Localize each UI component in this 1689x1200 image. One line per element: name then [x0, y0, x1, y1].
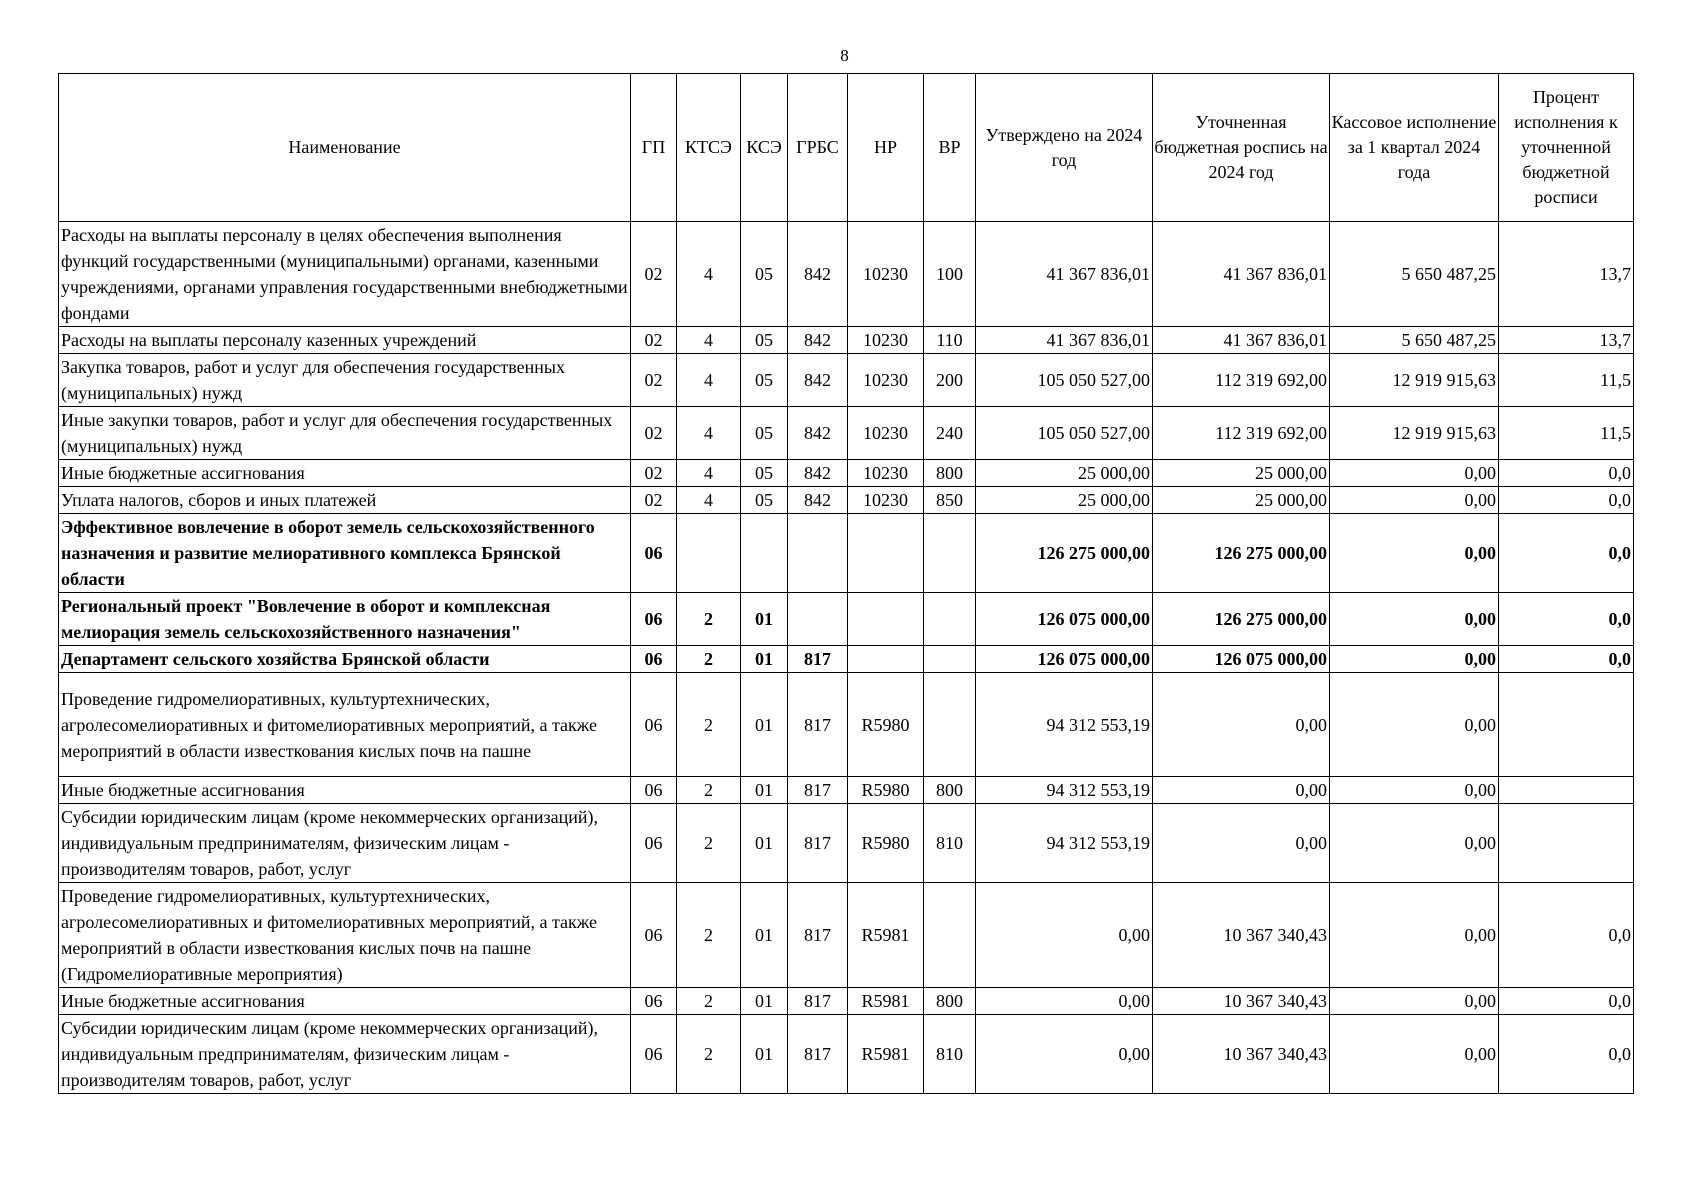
cell-refined: 41 367 836,01 [1153, 222, 1330, 327]
cell-percent [1499, 673, 1634, 777]
cell-approved: 0,00 [976, 988, 1153, 1015]
cell-vr: 200 [924, 354, 976, 407]
cell-approved: 126 275 000,00 [976, 514, 1153, 593]
cell-ktse: 2 [677, 988, 741, 1015]
cell-name: Иные бюджетные ассигнования [59, 777, 631, 804]
cell-gp: 02 [631, 460, 677, 487]
cell-grbs: 817 [788, 1015, 848, 1094]
header-gp: ГП [631, 74, 677, 222]
cell-ktse: 4 [677, 327, 741, 354]
cell-gp: 06 [631, 593, 677, 646]
cell-gp: 02 [631, 487, 677, 514]
cell-vr: 810 [924, 804, 976, 883]
cell-vr: 800 [924, 777, 976, 804]
cell-kse: 05 [741, 407, 788, 460]
cell-approved: 41 367 836,01 [976, 327, 1153, 354]
cell-nr: 10230 [848, 354, 924, 407]
cell-name: Субсидии юридическим лицам (кроме некоммерческих организаций), индивидуальным предпринимателям, физическим лицам - производителям товаров, работ, услуг [59, 1015, 631, 1094]
cell-kse: 05 [741, 222, 788, 327]
cell-kse: 01 [741, 1015, 788, 1094]
cell-executed: 0,00 [1330, 804, 1499, 883]
cell-ktse: 2 [677, 646, 741, 673]
cell-grbs: 817 [788, 988, 848, 1015]
cell-refined: 10 367 340,43 [1153, 1015, 1330, 1094]
cell-gp: 06 [631, 514, 677, 593]
cell-executed: 0,00 [1330, 673, 1499, 777]
cell-kse: 01 [741, 988, 788, 1015]
cell-refined: 0,00 [1153, 777, 1330, 804]
cell-name: Закупка товаров, работ и услуг для обеспечения государственных (муниципальных) нужд [59, 354, 631, 407]
cell-grbs: 842 [788, 222, 848, 327]
cell-grbs: 817 [788, 883, 848, 988]
cell-percent: 0,0 [1499, 460, 1634, 487]
cell-nr: 10230 [848, 407, 924, 460]
cell-percent: 0,0 [1499, 593, 1634, 646]
cell-percent: 11,5 [1499, 354, 1634, 407]
table-row [59, 1015, 1634, 1094]
cell-approved: 94 312 553,19 [976, 777, 1153, 804]
cell-ktse: 4 [677, 460, 741, 487]
header-grbs: ГРБС [788, 74, 848, 222]
table-row [59, 514, 1634, 593]
cell-gp: 06 [631, 646, 677, 673]
cell-kse: 05 [741, 487, 788, 514]
cell-grbs [788, 514, 848, 593]
table-row [59, 327, 1634, 354]
cell-grbs: 817 [788, 673, 848, 777]
cell-nr: 10230 [848, 327, 924, 354]
cell-vr: 850 [924, 487, 976, 514]
cell-ktse: 2 [677, 777, 741, 804]
cell-name: Эффективное вовлечение в оборот земель сельскохозяйственного назначения и развитие мелиоративного комплекса Брянской области [59, 514, 631, 593]
cell-kse: 01 [741, 593, 788, 646]
cell-vr: 810 [924, 1015, 976, 1094]
header-percent: Процент исполнения к уточненной бюджетной росписи [1499, 74, 1634, 222]
cell-approved: 105 050 527,00 [976, 354, 1153, 407]
cell-gp: 06 [631, 804, 677, 883]
cell-approved: 41 367 836,01 [976, 222, 1153, 327]
table-row [59, 988, 1634, 1015]
cell-approved: 0,00 [976, 1015, 1153, 1094]
cell-executed: 0,00 [1330, 646, 1499, 673]
header-name: Наименование [59, 74, 631, 222]
cell-refined: 10 367 340,43 [1153, 988, 1330, 1015]
cell-vr [924, 514, 976, 593]
cell-gp: 02 [631, 407, 677, 460]
cell-name: Департамент сельского хозяйства Брянской области [59, 646, 631, 673]
cell-name: Иные закупки товаров, работ и услуг для обеспечения государственных (муниципальных) нужд [59, 407, 631, 460]
cell-ktse: 4 [677, 354, 741, 407]
cell-kse: 01 [741, 646, 788, 673]
table-row [59, 407, 1634, 460]
cell-vr [924, 883, 976, 988]
cell-percent [1499, 804, 1634, 883]
cell-nr: 10230 [848, 460, 924, 487]
cell-refined: 112 319 692,00 [1153, 407, 1330, 460]
cell-nr: 10230 [848, 487, 924, 514]
cell-name: Проведение гидромелиоративных, культуртехнических, агролесомелиоративных и фитомелиоративных мероприятий, а также мероприятий в области известкования кислых почв на пашне [59, 673, 631, 777]
cell-grbs: 842 [788, 327, 848, 354]
cell-kse: 05 [741, 354, 788, 407]
cell-kse: 05 [741, 327, 788, 354]
cell-kse: 01 [741, 777, 788, 804]
cell-nr: R5980 [848, 673, 924, 777]
cell-name: Проведение гидромелиоративных, культуртехнических, агролесомелиоративных и фитомелиоративных мероприятий, а также мероприятий в области известкования кислых почв на пашне (Гидромелиоративные мероприятия) [59, 883, 631, 988]
cell-refined: 112 319 692,00 [1153, 354, 1330, 407]
cell-kse: 01 [741, 804, 788, 883]
cell-nr: R5981 [848, 883, 924, 988]
cell-name: Субсидии юридическим лицам (кроме некоммерческих организаций), индивидуальным предпринимателям, физическим лицам - производителям товаров, работ, услуг [59, 804, 631, 883]
cell-gp: 02 [631, 327, 677, 354]
cell-executed: 0,00 [1330, 514, 1499, 593]
cell-vr [924, 646, 976, 673]
cell-kse [741, 514, 788, 593]
cell-executed: 0,00 [1330, 1015, 1499, 1094]
cell-vr [924, 673, 976, 777]
cell-executed: 5 650 487,25 [1330, 222, 1499, 327]
table-row [59, 673, 1634, 777]
cell-ktse: 2 [677, 883, 741, 988]
cell-vr: 800 [924, 988, 976, 1015]
cell-vr [924, 593, 976, 646]
cell-gp: 02 [631, 222, 677, 327]
cell-nr: R5981 [848, 1015, 924, 1094]
cell-approved: 126 075 000,00 [976, 646, 1153, 673]
cell-refined: 25 000,00 [1153, 460, 1330, 487]
cell-kse: 05 [741, 460, 788, 487]
table-row [59, 804, 1634, 883]
table-row [59, 354, 1634, 407]
cell-grbs: 817 [788, 777, 848, 804]
header-vr: ВР [924, 74, 976, 222]
cell-refined: 10 367 340,43 [1153, 883, 1330, 988]
table-row [59, 460, 1634, 487]
page-number: 8 [840, 46, 849, 65]
cell-refined: 126 275 000,00 [1153, 514, 1330, 593]
cell-name: Уплата налогов, сборов и иных платежей [59, 487, 631, 514]
table-row [59, 777, 1634, 804]
cell-percent: 0,0 [1499, 988, 1634, 1015]
cell-approved: 94 312 553,19 [976, 673, 1153, 777]
cell-refined: 126 075 000,00 [1153, 646, 1330, 673]
cell-nr [848, 514, 924, 593]
cell-percent: 13,7 [1499, 327, 1634, 354]
cell-approved: 25 000,00 [976, 460, 1153, 487]
cell-name: Региональный проект "Вовлечение в оборот и комплексная мелиорация земель сельскохозяйственного назначения" [59, 593, 631, 646]
cell-executed: 0,00 [1330, 593, 1499, 646]
table-row [59, 883, 1634, 988]
table-row [59, 593, 1634, 646]
cell-gp: 02 [631, 354, 677, 407]
cell-gp: 06 [631, 777, 677, 804]
cell-vr: 100 [924, 222, 976, 327]
cell-executed: 12 919 915,63 [1330, 354, 1499, 407]
cell-gp: 06 [631, 1015, 677, 1094]
cell-grbs: 842 [788, 354, 848, 407]
cell-name: Расходы на выплаты персоналу в целях обеспечения выполнения функций государственными (муниципальными) органами, казенными учреждениями, органами управления государственными внебюджетными фондами [59, 222, 631, 327]
cell-executed: 0,00 [1330, 883, 1499, 988]
cell-grbs [788, 593, 848, 646]
cell-approved: 105 050 527,00 [976, 407, 1153, 460]
cell-refined: 126 275 000,00 [1153, 593, 1330, 646]
table-row [59, 646, 1634, 673]
cell-approved: 25 000,00 [976, 487, 1153, 514]
cell-nr: R5980 [848, 804, 924, 883]
cell-percent: 0,0 [1499, 487, 1634, 514]
cell-refined: 25 000,00 [1153, 487, 1330, 514]
cell-executed: 5 650 487,25 [1330, 327, 1499, 354]
cell-percent: 0,0 [1499, 514, 1634, 593]
cell-name: Расходы на выплаты персоналу казенных учреждений [59, 327, 631, 354]
cell-name: Иные бюджетные ассигнования [59, 988, 631, 1015]
cell-grbs: 842 [788, 460, 848, 487]
cell-nr: R5981 [848, 988, 924, 1015]
cell-gp: 06 [631, 673, 677, 777]
cell-grbs: 842 [788, 487, 848, 514]
cell-nr: 10230 [848, 222, 924, 327]
header-ktse: КТСЭ [677, 74, 741, 222]
cell-vr: 110 [924, 327, 976, 354]
cell-percent: 0,0 [1499, 646, 1634, 673]
cell-executed: 0,00 [1330, 487, 1499, 514]
cell-grbs: 817 [788, 646, 848, 673]
header-approved: Утверждено на 2024 год [976, 74, 1153, 222]
header-nr: НР [848, 74, 924, 222]
cell-approved: 126 075 000,00 [976, 593, 1153, 646]
cell-percent: 11,5 [1499, 407, 1634, 460]
cell-grbs: 817 [788, 804, 848, 883]
cell-ktse: 4 [677, 407, 741, 460]
cell-grbs: 842 [788, 407, 848, 460]
cell-gp: 06 [631, 883, 677, 988]
cell-percent [1499, 777, 1634, 804]
cell-ktse: 4 [677, 487, 741, 514]
cell-ktse: 2 [677, 593, 741, 646]
cell-kse: 01 [741, 883, 788, 988]
cell-executed: 12 919 915,63 [1330, 407, 1499, 460]
cell-vr: 240 [924, 407, 976, 460]
cell-gp: 06 [631, 988, 677, 1015]
cell-nr: R5980 [848, 777, 924, 804]
cell-percent: 13,7 [1499, 222, 1634, 327]
cell-executed: 0,00 [1330, 777, 1499, 804]
header-refined: Уточненная бюджетная роспись на 2024 год [1153, 74, 1330, 222]
cell-refined: 0,00 [1153, 804, 1330, 883]
cell-ktse: 2 [677, 804, 741, 883]
cell-kse: 01 [741, 673, 788, 777]
table-header-row [59, 74, 1634, 222]
cell-percent: 0,0 [1499, 883, 1634, 988]
cell-percent: 0,0 [1499, 1015, 1634, 1094]
cell-executed: 0,00 [1330, 988, 1499, 1015]
cell-executed: 0,00 [1330, 460, 1499, 487]
cell-refined: 41 367 836,01 [1153, 327, 1330, 354]
cell-nr [848, 646, 924, 673]
table-row [59, 222, 1634, 327]
cell-ktse [677, 514, 741, 593]
budget-table [58, 73, 1634, 1094]
cell-ktse: 2 [677, 673, 741, 777]
cell-ktse: 2 [677, 1015, 741, 1094]
cell-name: Иные бюджетные ассигнования [59, 460, 631, 487]
cell-nr [848, 593, 924, 646]
header-kse: КСЭ [741, 74, 788, 222]
cell-ktse: 4 [677, 222, 741, 327]
table-row [59, 487, 1634, 514]
cell-approved: 0,00 [976, 883, 1153, 988]
header-executed: Кассовое исполнение за 1 квартал 2024 года [1330, 74, 1499, 222]
cell-approved: 94 312 553,19 [976, 804, 1153, 883]
cell-refined: 0,00 [1153, 673, 1330, 777]
cell-vr: 800 [924, 460, 976, 487]
